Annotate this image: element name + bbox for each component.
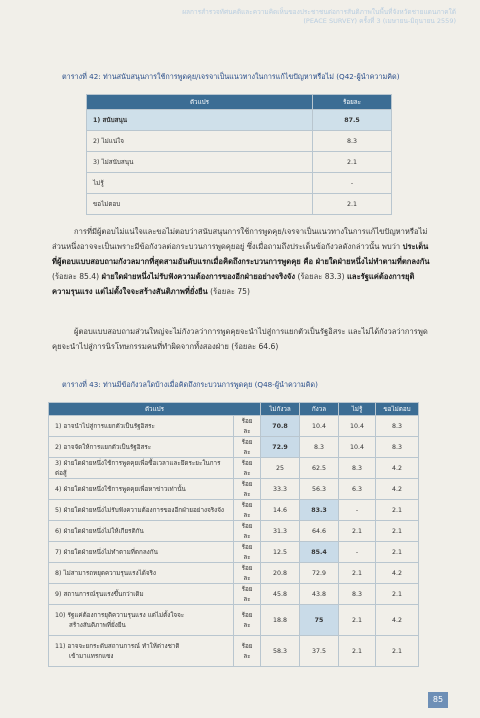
table2-label-line1: 3) ฝ่ายใดฝ่ายหนึ่งใช้การพูดคุยเพื่อซื้อเวลาและยึดระยะในการต่อสู้ [55, 460, 221, 477]
para1-text4: (ร้อยละ 75) [210, 287, 250, 296]
table2-title: ตารางที่ 43: ท่านมีข้อกังวลใดบ้างเมื่อคิดถึงกระบวนการพูดคุย (Q48-ผู้นำความคิด) [62, 380, 318, 389]
table-row [49, 584, 419, 605]
table2-cell-worried: 75 [300, 605, 339, 636]
table-row [49, 479, 419, 500]
table2-header-no-answer: ขอไม่ตอบ [376, 403, 419, 416]
table2-cell-unknown: 2.1 [339, 563, 376, 584]
table2-label-line1: 2) อาจจัดให้การแยกตัวเป็นรัฐอิสระ [55, 444, 152, 451]
table2-label-line1: 7) ฝ่ายใดฝ่ายหนึ่งไม่ทำตามที่ตกลงกัน [55, 549, 158, 556]
table-row [49, 563, 419, 584]
table2-cell-unit: ร้อยละ [234, 479, 261, 500]
table2-cell-no-answer: 4.2 [376, 458, 419, 479]
table1-cell-label: 1) สนับสนุน [87, 110, 313, 131]
running-header [182, 8, 456, 26]
table1-cell-value: 2.1 [313, 194, 392, 215]
running-header-line2: (PEACE SURVEY) ครั้งที่ 3 (เมษายน-มิถุนายน 2559) [303, 17, 456, 25]
table2-cell-unit: ร้อยละ [234, 416, 261, 437]
table2-cell-no-answer: 2.1 [376, 542, 419, 563]
table2-cell-unknown: 2.1 [339, 636, 376, 667]
table2-label-line1: 8) ไม่สามารถหยุดความรุนแรงได้จริง [55, 570, 157, 577]
table1-cell-label: 2) ไม่แน่ใจ [87, 131, 313, 152]
table2-cell-label [49, 563, 234, 584]
table-row [49, 605, 419, 636]
table1-header-percent: ร้อยละ [313, 95, 392, 110]
table2-cell-label [49, 437, 234, 458]
table2-cell-no-answer: 2.1 [376, 636, 419, 667]
table2-cell-unit: ร้อยละ [234, 563, 261, 584]
table1-cell-value: 2.1 [313, 152, 392, 173]
table1-header-variable: ตัวแปร [87, 95, 313, 110]
table2-header-unknown: ไม่รู้ [339, 403, 376, 416]
table1-cell-value: - [313, 173, 392, 194]
para1-text3: (ร้อยละ 83.3) [297, 272, 345, 281]
table1-cell-value: 87.5 [313, 110, 392, 131]
table2-cell-unit: ร้อยละ [234, 584, 261, 605]
table2-cell-worried: 85.4 [300, 542, 339, 563]
table2-cell-unknown: 6.3 [339, 479, 376, 500]
table2-cell-unit: ร้อยละ [234, 458, 261, 479]
table2-label-line1: 5) ฝ่ายใดฝ่ายหนึ่งไม่รับฟังความต้องการของอีกฝ่ายอย่างจริงจัง [55, 507, 224, 514]
table-row [49, 500, 419, 521]
table2-cell-label [49, 636, 234, 667]
table2-label-line1: 9) สถานการณ์รุนแรงขึ้นกว่าเดิม [55, 591, 144, 598]
table2-label-line2: เข้ามาแทรกแซง [69, 653, 114, 660]
table-row [87, 152, 392, 173]
table2-cell-unit: ร้อยละ [234, 636, 261, 667]
table2-cell-label [49, 542, 234, 563]
table2-cell-label [49, 458, 234, 479]
table1-cell-label: 3) ไม่สนับสนุน [87, 152, 313, 173]
page-number: 85 [428, 692, 448, 708]
table2-cell-worried: 72.9 [300, 563, 339, 584]
table2-label-line1: 10) รัฐแค่ต้องการยุติความรุนแรง แต่ไม่ตั้งใจจะ [55, 612, 185, 619]
table2-cell-no-answer: 2.1 [376, 521, 419, 542]
table2-cell-no-answer: 4.2 [376, 563, 419, 584]
table2-cell-no-answer: 8.3 [376, 416, 419, 437]
table2-cell-worried: 37.5 [300, 636, 339, 667]
table2-cell-unknown: - [339, 500, 376, 521]
table1-cell-value: 8.3 [313, 131, 392, 152]
table2-cell-not-worried: 20.8 [261, 563, 300, 584]
table2-cell-not-worried: 33.3 [261, 479, 300, 500]
table2-cell-no-answer: 2.1 [376, 584, 419, 605]
table2-cell-label [49, 521, 234, 542]
table2-cell-label [49, 605, 234, 636]
table2-cell-worried: 62.5 [300, 458, 339, 479]
table2-cell-no-answer: 4.2 [376, 479, 419, 500]
table2-cell-unknown: 2.1 [339, 521, 376, 542]
table2-cell-label [49, 416, 234, 437]
table2-cell-not-worried: 70.8 [261, 416, 300, 437]
table2-cell-not-worried: 31.3 [261, 521, 300, 542]
table1-cell-label: ขอไม่ตอบ [87, 194, 313, 215]
table1-title: ตารางที่ 42: ท่านสนับสนุนการใช้การพูดคุย/เจรจาเป็นแนวทางในการแก้ไขปัญหาหรือไม่ (Q42-ผู้นำความคิด) [62, 72, 400, 81]
table2-cell-unknown: 8.3 [339, 584, 376, 605]
table-row [49, 521, 419, 542]
table2-cell-not-worried: 18.8 [261, 605, 300, 636]
table2-cell-unknown: 10.4 [339, 437, 376, 458]
para1-text1: การที่มีผู้ตอบไม่แน่ใจและขอไม่ตอบว่าสนับสนุนการใช้การพูดคุย/เจรจาเป็นแนวทางในการแก้ไขปัญหาหรือไม่ ส่วนหนึ่งอาจจะเป็นเพราะมีข้อกังวลต่อกระบวนการพูดคุยอยู่ ซึ่งเมื่อถามถึงประเด็นข้อกังวลดังกล่าวนั้น พบว่า [52, 227, 428, 251]
table2-cell-unit: ร้อยละ [234, 605, 261, 636]
table2-label-line1: 11) อาจจะยกระดับสถานการณ์ ทำให้ต่างชาติ [55, 643, 180, 650]
table2-cell-worried: 10.4 [300, 416, 339, 437]
table2-header-variable: ตัวแปร [49, 403, 261, 416]
table2-label-line1: 4) ฝ่ายใดฝ่ายหนึ่งใช้การพูดคุยเพื่อหาข่าวเท่านั้น [55, 486, 186, 493]
para1-text2: (ร้อยละ 85.4) [52, 272, 100, 281]
para1-bold3: และรัฐแค่ต้องการยุติความรุนแรง แต่ไม่ตั้งใจจะสร้างสันติภาพที่ยั่งยืน [52, 272, 415, 296]
table-row [49, 416, 419, 437]
table-row [49, 542, 419, 563]
table2-cell-not-worried: 45.8 [261, 584, 300, 605]
table1 [86, 94, 392, 215]
table2-cell-worried: 8.3 [300, 437, 339, 458]
body-paragraph-2: ผู้ตอบแบบสอบถามส่วนใหญ่จะไม่กังวลว่าการพูดคุยจะนำไปสู่การแยกตัวเป็นรัฐอิสระ และไม่ได้กังวลว่าการพูดคุยจะนำไปสู่การนิรโทษกรรมคนที่ทำผิดจากทั้งสองฝ่าย (ร้อยละ 64.6) [52, 327, 428, 351]
table2-cell-worried: 56.3 [300, 479, 339, 500]
table2-cell-not-worried: 58.3 [261, 636, 300, 667]
table2-cell-unknown: - [339, 542, 376, 563]
para1-bold2: ฝ่ายใดฝ่ายหนึ่งไม่รับฟังความต้องการของอีกฝ่ายอย่างจริงจัง [101, 272, 296, 281]
table-row [49, 458, 419, 479]
table2-cell-not-worried: 14.6 [261, 500, 300, 521]
table-row [87, 131, 392, 152]
table2-cell-worried: 64.6 [300, 521, 339, 542]
table2-cell-not-worried: 25 [261, 458, 300, 479]
table2-cell-unknown: 10.4 [339, 416, 376, 437]
table2-cell-label [49, 479, 234, 500]
table2-cell-not-worried: 12.5 [261, 542, 300, 563]
table2-body [49, 416, 419, 667]
running-header-line1: ผลการสำรวจทัศนคติและความคิดเห็นของประชาชนต่อการสันติภาพในพื้นที่จังหวัดชายแดนภาคใต้ [182, 8, 456, 16]
table2-cell-worried: 83.3 [300, 500, 339, 521]
table-row [87, 194, 392, 215]
table2-cell-unknown: 2.1 [339, 605, 376, 636]
body-paragraph-1 [52, 224, 432, 299]
table-row [49, 437, 419, 458]
table2-label-line1: 1) อาจนำไปสู่การแยกตัวเป็นรัฐอิสระ [55, 423, 155, 430]
table2-cell-no-answer: 4.2 [376, 605, 419, 636]
table2-cell-unit: ร้อยละ [234, 500, 261, 521]
table-row [49, 636, 419, 667]
para1-bold1: ประเด็นที่ผู้ตอบแบบสอบถามกังวลมากที่สุดสามอันดับแรกเมื่อคิดถึงกระบวนการพูดคุย คือ ฝ่ายใดฝ่ายหนึ่งไม่ทำตามที่ตกลงกัน [52, 242, 430, 266]
table2-cell-no-answer: 2.1 [376, 500, 419, 521]
table2-label-line1: 6) ฝ่ายใดฝ่ายหนึ่งไม่ให้เกียรติกัน [55, 528, 144, 535]
table2-header-not-worried: ไม่กังวล [261, 403, 300, 416]
table2-cell-not-worried: 72.9 [261, 437, 300, 458]
table2-cell-label [49, 584, 234, 605]
table-row [87, 173, 392, 194]
table2-header-worried: กังวล [300, 403, 339, 416]
table2-cell-worried: 43.8 [300, 584, 339, 605]
table1-cell-label: ไม่รู้ [87, 173, 313, 194]
table2 [48, 402, 419, 667]
table2-cell-no-answer: 8.3 [376, 437, 419, 458]
table2-cell-unknown: 8.3 [339, 458, 376, 479]
table2-label-line2: สร้างสันติภาพที่ยั่งยืน [69, 622, 126, 629]
table2-cell-unit: ร้อยละ [234, 542, 261, 563]
table2-cell-unit: ร้อยละ [234, 521, 261, 542]
table-row [87, 110, 392, 131]
table2-cell-label [49, 500, 234, 521]
table2-cell-unit: ร้อยละ [234, 437, 261, 458]
